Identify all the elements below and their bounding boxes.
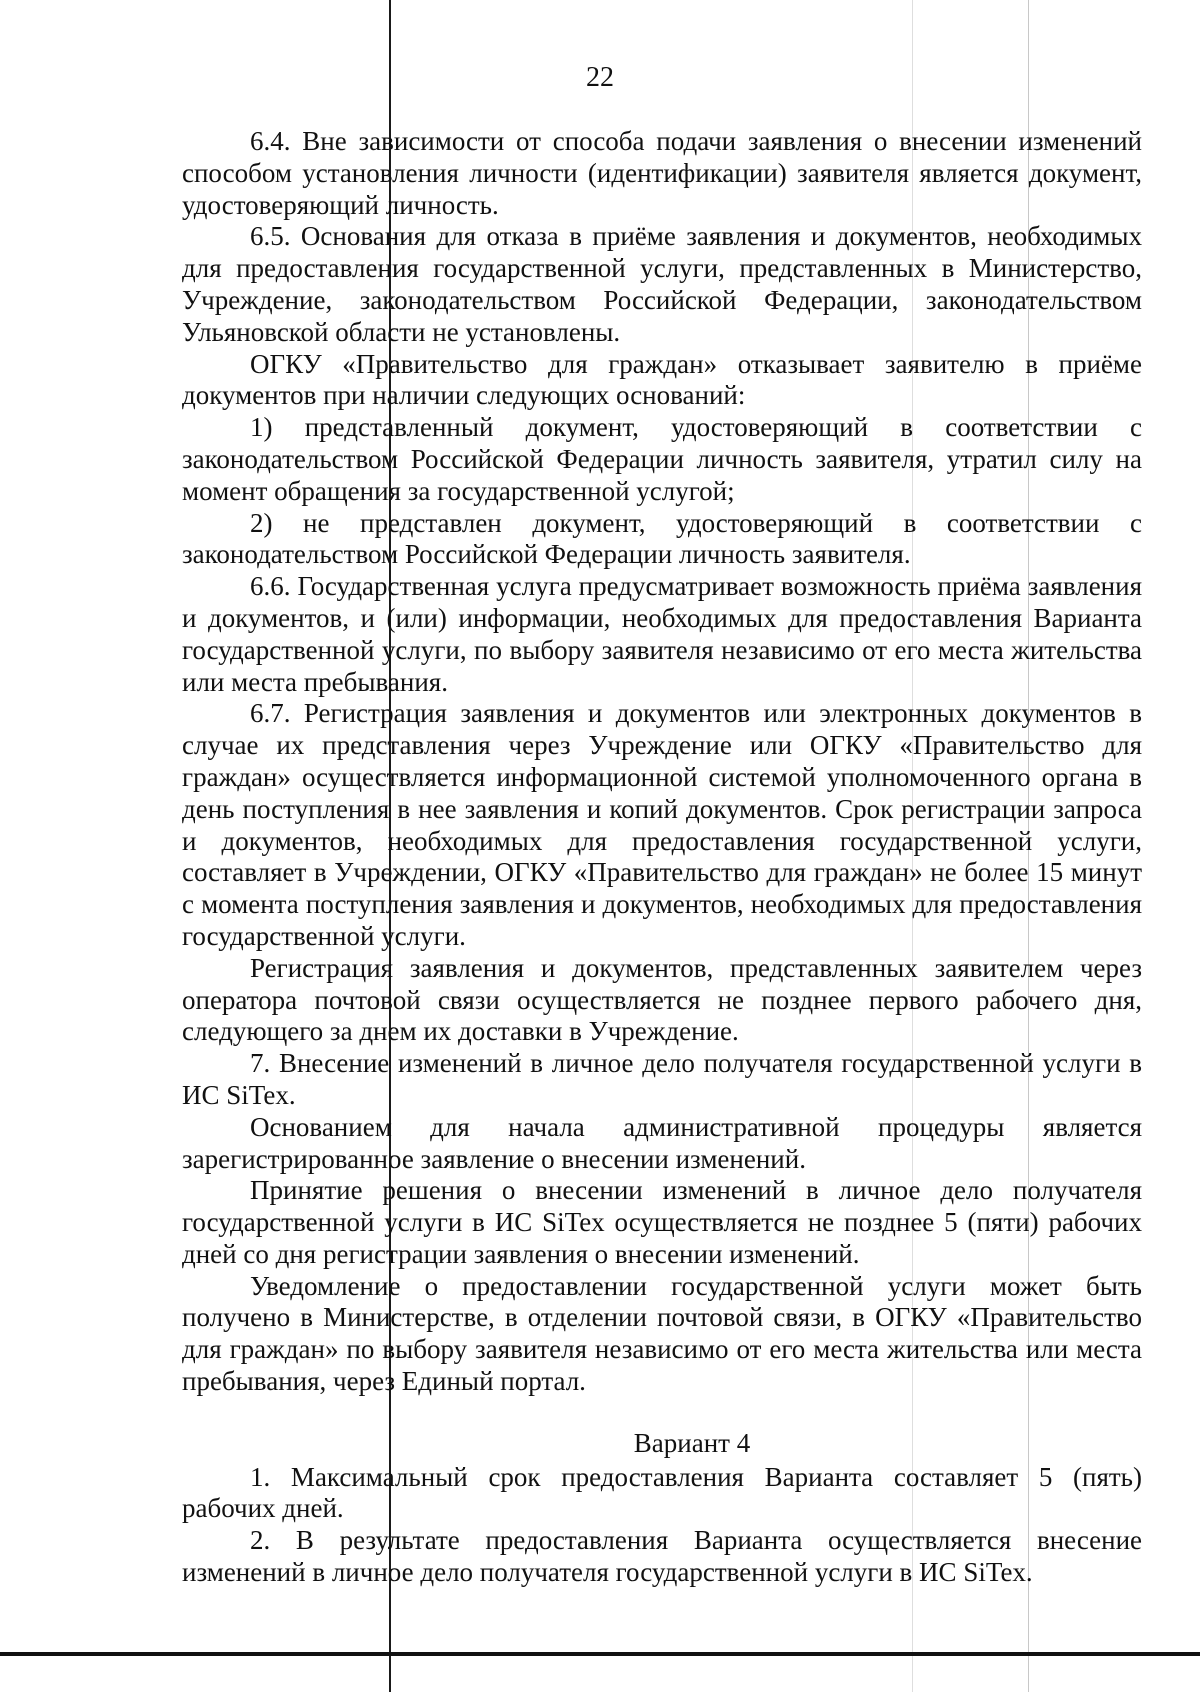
paragraph-refusal-grounds: ОГКУ «Правительство для граждан» отказывает заявителю в приёме документов при наличии следующих оснований: xyxy=(182,348,1142,411)
paragraph-7: 7. Внесение изменений в личное дело получателя государственной услуги в ИС SiTex. xyxy=(182,1048,1142,1110)
list-item-2: 2) не представлен документ, удостоверяющий в соответствии с законодательством Российской Федерации личность заявителя. xyxy=(182,507,1142,570)
section-heading: Вариант 4 xyxy=(633,1427,751,1458)
list-item-1: 1) представленный документ, удостоверяющий в соответствии с законодательством Российской Федерации личность заявителя, утратил силу на момент обращения за государственной услугой; xyxy=(182,412,1142,506)
section-paragraph-1: 1. Максимальный срок предоставления Варианта составляет 5 (пять) рабочих дней. xyxy=(182,1461,1142,1524)
page-number: 22 xyxy=(586,62,614,93)
paragraph-6-5: 6.5. Основания для отказа в приёме заявления и документов, необходимых для предоставления государственной услуги, представленных в Министерство, Учреждение, законодательством Российской Федерации, законодательством Ульяновской области не установлены. xyxy=(182,221,1142,347)
paragraph-procedure-basis: Основанием для начала административной процедуры является зарегистрированное заявление о внесении изменений. xyxy=(182,1111,1142,1174)
document-body xyxy=(182,126,1142,1589)
paragraph-postal-registration: Регистрация заявления и документов, представленных заявителем через оператора почтовой связи осуществляется не позднее первого рабочего дня, следующего за днем их доставки в Учреждение. xyxy=(182,952,1142,1047)
paragraph-decision: Принятие решения о внесении изменений в личное дело получателя государственной услуги в ИС SiTex осуществляется не позднее 5 (пяти) рабочих дней со дня регистрации заявления о внесении изменений. xyxy=(182,1175,1142,1269)
paragraph-6-4: 6.4. Вне зависимости от способа подачи заявления о внесении изменений способом установления личности (идентификации) заявителя является документ, удостоверяющий личность. xyxy=(182,126,1142,220)
scan-artifact-bottom-line xyxy=(0,1652,1200,1656)
paragraph-notification: Уведомление о предоставлении государственной услуги может быть получено в Министерстве, в отделении почтовой связи, в ОГКУ «Правительство для граждан» по выбору заявителя независимо от его места жительства или места пребывания, через Единый портал. xyxy=(182,1270,1142,1397)
paragraph-6-7: 6.7. Регистрация заявления и документов или электронных документов в случае их представления через Учреждение или ОГКУ «Правительство для граждан» осуществляется информационной системой уполномоченного органа в день поступления в нее заявления и копий документов. Срок регистрации запроса и документов, необходимых для предоставления государственной услуги, составляет в Учреждении, ОГКУ «Правительство для граждан» не более 15 минут с момента поступления заявления и документов, необходимых для предоставления государственной услуги. xyxy=(182,698,1142,951)
section-paragraph-2: 2. В результате предоставления Варианта осуществляется внесение изменений в личное дело получателя государственной услуги в ИС SiTex. xyxy=(182,1525,1142,1588)
paragraph-6-6: 6.6. Государственная услуга предусматривает возможность приёма заявления и документов, и (или) информации, необходимых для предоставления Варианта государственной услуги, по выбору заявителя независимо от его места жительства или места пребывания. xyxy=(182,571,1142,697)
